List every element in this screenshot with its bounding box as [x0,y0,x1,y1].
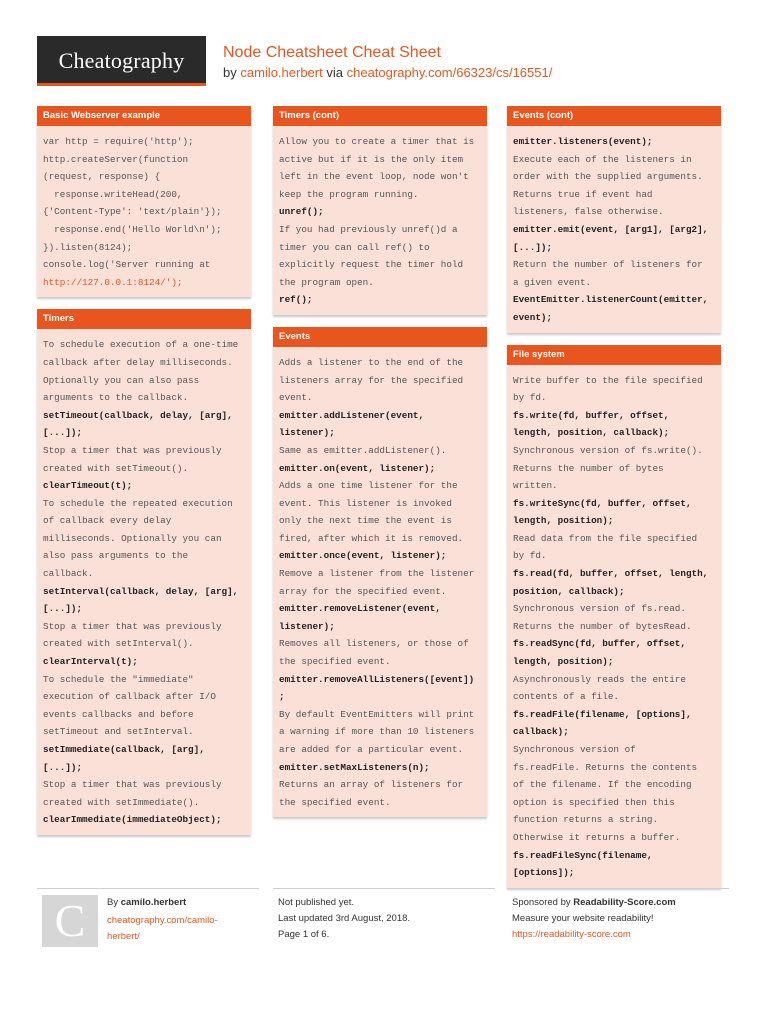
section-title: Events [273,327,487,347]
description-line: Returns true if event had [513,188,653,200]
footer-author-url[interactable] [107,913,257,945]
code-signature: callback); [513,726,569,738]
author-link[interactable]: camilo.herbert [240,65,323,80]
description-line: Stop a timer that was previously [43,620,222,632]
description-line: the specified event. [279,796,391,808]
code-signature: setInterval(callback, delay, [arg], [43,585,239,597]
sponsor-prefix: Sponsored by [512,897,571,908]
code-signature: fs.readFile(filename, [options], [513,708,692,720]
section-panel [273,327,487,817]
cheatography-logo[interactable] [37,36,206,86]
description-line: the specified event. [279,656,391,668]
description-line: left in the event loop, node won't [279,171,469,183]
section-title: Timers (cont) [273,106,487,126]
description-line: Returns the number of bytes [513,462,664,474]
code-signature: emitter.on(event, listener); [279,462,436,474]
code-signature: emitter.listeners(event); [513,136,653,147]
footer-author-block [107,895,257,945]
code-signature: length, position, callback); [513,427,670,439]
sheet-url-link[interactable]: cheatography.com/66323/cs/16551/ [346,65,553,80]
description-line: Stop a timer that was previously [43,444,222,456]
description-line: of callback every delay [43,515,172,527]
section-body [273,347,487,817]
description-line: var http = require('http'); [43,136,194,147]
page-number: Page 1 of 6. [278,929,330,940]
footer-status-block [278,895,493,943]
description-line: To schedule execution of a one-time [43,339,239,351]
description-line: Asynchronously reads the entire [513,673,686,685]
byline [223,65,552,80]
description-line: Allow you to create a timer that is [279,136,475,147]
description-line: Returns the number of bytesRead. [513,620,692,632]
section-title: Timers [37,309,251,329]
description-line: created with setInterval(). [43,638,194,650]
description-line: are added for a particular event. [279,744,464,755]
description-line: To schedule the "immediate" [43,673,194,685]
code-signature: fs.readFileSync(filename, [513,849,653,861]
code-signature: length, position); [513,656,614,668]
description-line: by fd. [513,550,547,562]
description-line: Return the number of listeners for [513,259,703,271]
description-line: Synchronous version of [513,744,636,755]
code-signature: listener); [279,427,335,439]
section-title: Events (cont) [507,106,721,126]
code-signature: length, position); [513,515,614,527]
description-line: contents of a file. [513,691,620,703]
code-signature: clearTimeout(t); [43,480,133,492]
description-line: console.log('Server running at [43,259,211,271]
page-title: Node Cheatsheet Cheat Sheet [223,44,441,61]
footer-divider-3 [507,888,729,889]
code-signature: fs.writeSync(fd, buffer, offset, [513,497,692,509]
description-line: active but if it is the only item [279,153,464,165]
description-line: Synchronous version of fs.read. [513,603,686,615]
code-signature: ; [279,691,285,703]
description-line: milliseconds. Optionally you can [43,532,222,544]
section-body [273,126,487,315]
code-link[interactable]: http://127.0.0.1:8124/'); [43,276,183,288]
code-signature: EventEmitter.listenerCount(emitter, [513,294,709,306]
description-line: explicitly request the timer hold [279,259,464,271]
description-line: timer you can call ref() to [279,241,430,253]
code-signature: emitter.addListener(event, [279,409,425,421]
description-line: Execute each of the listeners in [513,153,692,165]
sponsor-name: Readability-Score.com [573,897,676,908]
description-line: arguments to the callback. [43,392,189,404]
description-line: http.createServer(function [43,153,189,165]
code-signature: unref(); [279,206,324,218]
description-line: a given event. [513,276,592,288]
code-signature: emitter.once(event, listener); [279,550,447,562]
code-signature: [...]); [513,241,553,253]
description-line: order with the supplied arguments. [513,171,703,183]
code-signature: emitter.removeAllListeners([event]) [279,673,475,685]
byline-by: by [223,65,237,80]
code-signature: [...]); [43,427,83,439]
code-signature: setTimeout(callback, delay, [arg], [43,409,233,421]
description-line: {'Content-Type': 'text/plain'}); [43,206,222,218]
section-body [507,126,721,333]
section-panel [507,106,721,333]
footer-author-url-line-2: herbert/ [107,931,140,942]
byline-via: via [326,65,343,80]
publish-status: Not published yet. [278,897,355,908]
footer-divider-2 [273,888,495,889]
code-signature: fs.write(fd, buffer, offset, [513,409,670,421]
description-line: array for the specified event. [279,585,447,597]
section-body [507,365,721,888]
description-line: Synchronous version of fs.write(). [513,444,703,456]
description-line: Removes all listeners, or those of [279,638,469,650]
section-panel [273,106,487,315]
description-line: created with setImmediate(). [43,796,200,808]
sponsor-url-link[interactable]: https://readability-score.com [512,929,631,940]
footer-author-url-line-1: cheatography.com/camilo- [107,915,218,926]
description-line: setTimeout and setInterval. [43,726,194,738]
footer-by-label: By [107,897,119,908]
description-line: If you had previously unref()d a [279,223,458,235]
description-line: Read data from the file specified [513,532,698,544]
description-line: Remove a listener from the listener [279,568,475,580]
description-line: Adds a listener to the end of the [279,356,464,368]
description-line: by fd. [513,392,547,404]
section-panel [37,309,251,835]
description-line: callback. [43,568,94,580]
code-signature: emitter.emit(event, [arg1], [arg2], [513,223,709,235]
description-line: Write buffer to the file specified [513,374,703,386]
description-line: }).listen(8124); [43,241,133,253]
code-signature: listener); [279,620,335,632]
code-signature: [...]); [43,603,83,615]
description-line: Stop a timer that was previously [43,779,222,791]
section-body [37,126,251,297]
section-body [37,329,251,835]
description-line: keep the program running. [279,188,419,200]
description-line: To schedule the repeated execution [43,497,233,509]
code-signature: fs.read(fd, buffer, offset, length, [513,568,709,580]
description-line: Otherwise it returns a buffer. [513,831,681,843]
code-signature: setImmediate(callback, [arg], [43,744,205,755]
code-signature: position, callback); [513,585,625,597]
description-line: function returns a string. [513,814,659,826]
description-line: Returns an array of listeners for [279,779,464,791]
code-signature: clearInterval(t); [43,656,138,668]
last-updated: Last updated 3rd August, 2018. [278,913,411,924]
code-signature: ref(); [279,294,313,306]
logo-text: Cheatography [58,48,185,73]
code-signature: [options]); [513,867,575,879]
description-line: execution of callback after I/O [43,691,216,703]
description-line: Adds a one time listener for the [279,480,458,492]
description-line: By default EventEmitters will print [279,708,475,720]
description-line: listeners array for the specified [279,374,464,386]
description-line: events callbacks and before [43,708,194,720]
footer-author-name: camilo.herbert [120,897,187,908]
footer-sponsor-block [512,895,727,943]
section-title: Basic Webserver example [37,106,251,126]
code-signature: [...]); [43,761,83,773]
description-line: callback after delay milliseconds. [43,356,233,368]
footer-divider-1 [37,888,259,889]
column-3 [507,106,721,900]
description-line: a warning if more than 10 listeners [279,726,475,738]
description-line: Same as emitter.addListener(). [279,444,447,456]
code-signature: fs.readSync(fd, buffer, offset, [513,638,686,650]
description-line: response.end('Hello World\n'); [43,223,222,235]
description-line: response.writeHead(200, [43,188,183,200]
description-line: of the filename. If the encoding [513,779,692,791]
code-signature: clearImmediate(immediateObject); [43,814,222,826]
description-line: also pass arguments to the [43,550,189,562]
description-line: fired, after which it is removed. [279,532,464,544]
description-line: created with setTimeout(). [43,462,189,474]
description-line: the program open. [279,276,374,288]
sponsor-tagline: Measure your website readability! [512,913,654,924]
description-line: event. [279,392,313,404]
code-signature: emitter.removeListener(event, [279,603,441,615]
description-line: event. This listener is invoked [279,497,452,509]
description-line: Optionally you can also pass [43,374,200,386]
code-signature: emitter.setMaxListeners(n); [279,761,430,773]
author-avatar: C [42,895,98,947]
description-line: (request, response) { [43,171,161,183]
description-line: only the next time the event is [279,515,452,527]
description-line: listeners, false otherwise. [513,206,664,218]
footer-author-line [107,895,257,911]
logo-accent-bar [37,83,206,86]
sponsor-line [512,895,727,911]
description-line: fs.readFile. Returns the contents [513,761,698,773]
column-2 [273,106,487,829]
description-line: option is specified then this [513,796,675,808]
section-panel [507,345,721,888]
description-line: written. [513,480,558,492]
column-1 [37,106,251,847]
section-title: File system [507,345,721,365]
section-panel [37,106,251,297]
code-signature: event); [513,311,553,323]
